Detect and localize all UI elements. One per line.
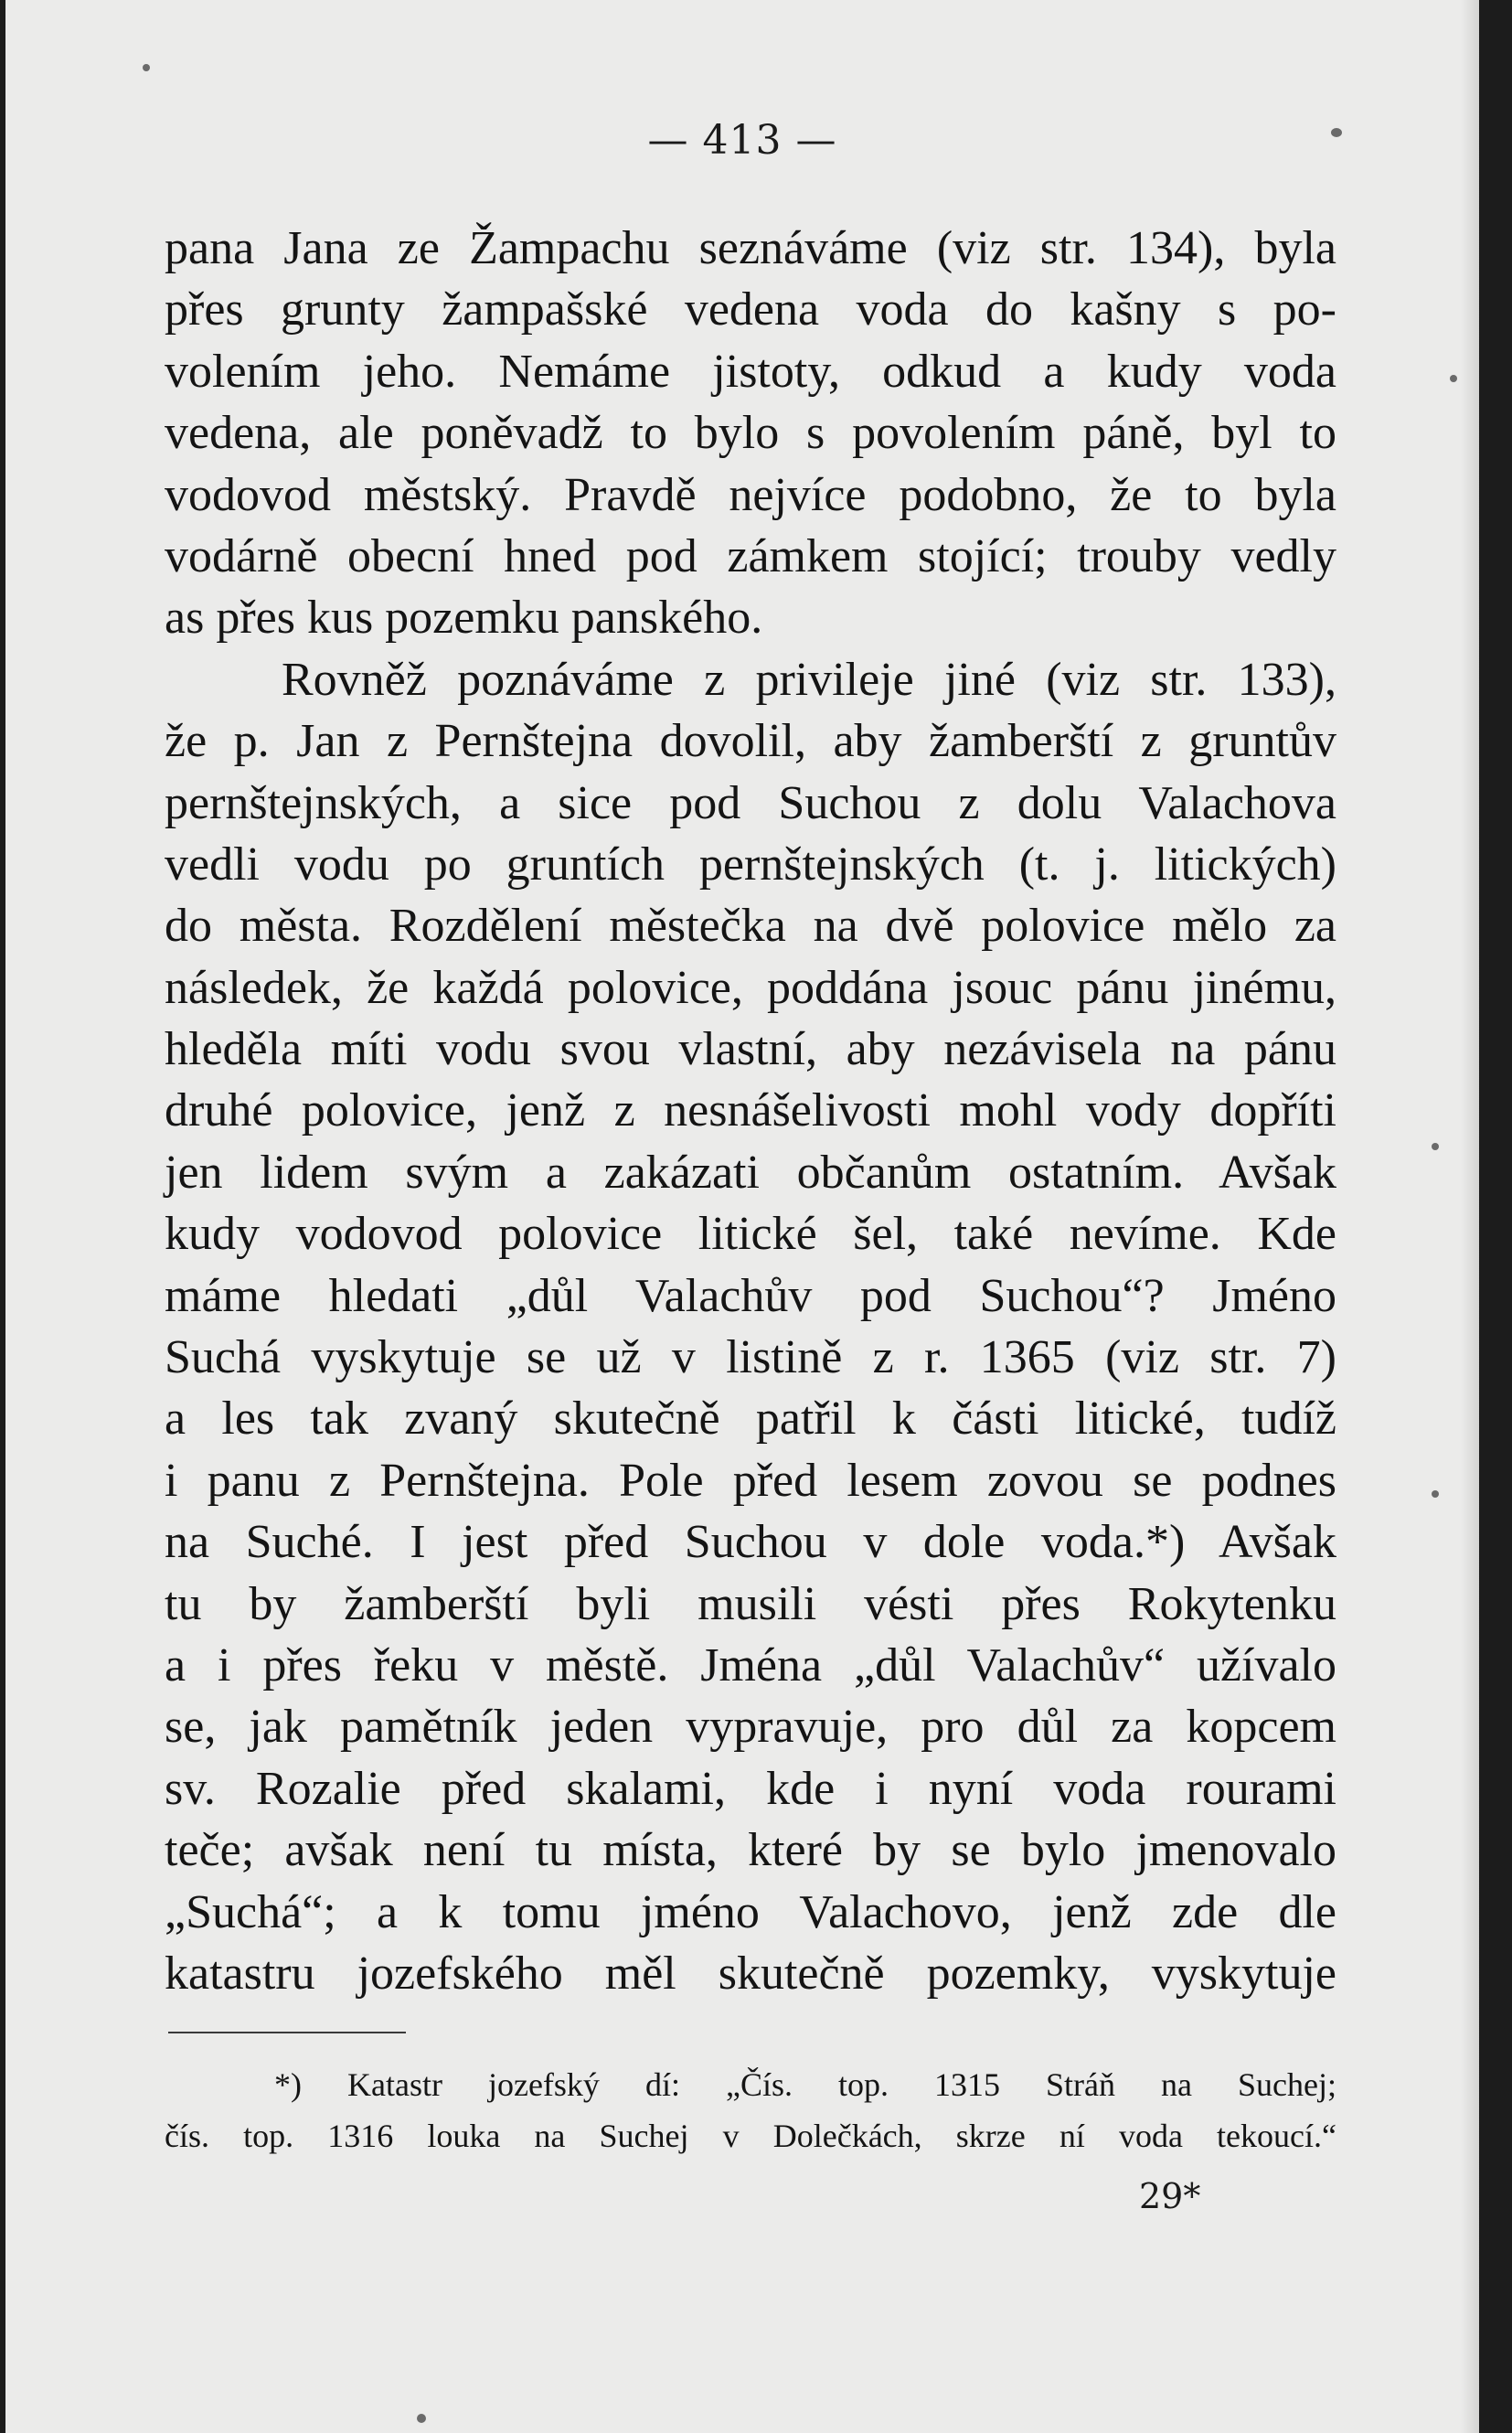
text-line: pana Jana ze Žampachu seznáváme (viz str. 134), byla <box>165 222 1336 274</box>
text-line: a i přes řeku v městě. Jména „důl Valachův“ užívalo <box>165 1638 1336 1691</box>
text-line: druhé polovice, jenž z nesnášelivosti mohl vody dopříti <box>165 1084 1336 1137</box>
text-line: teče; avšak není tu místa, které by se bylo jmenovalo <box>165 1824 1336 1877</box>
text-line: volením jeho. Nemáme jistoty, odkud a kudy voda <box>165 345 1336 398</box>
text-line: kudy vodovod polovice litické šel, také nevíme. Kde <box>165 1208 1336 1261</box>
scan-speck <box>417 2414 426 2423</box>
text-line: „Suchá“; a k tomu jméno Valachovo, jenž zde dle <box>165 1885 1336 1938</box>
text-line: vodárně obecní hned pod zámkem stojící; trouby vedly <box>165 529 1336 582</box>
text-line: Rovněž poznáváme z privileje jiné (viz str. 133), <box>282 653 1336 706</box>
text-line: pernštejnských, a sice pod Suchou z dolu Valachova <box>165 776 1336 829</box>
footnote-divider <box>168 2032 406 2033</box>
text-line: i panu z Pernštejna. Pole před lesem zovou se podnes <box>165 1454 1336 1507</box>
text-line: na Suché. I jest před Suchou v dole voda.*) Avšak <box>165 1516 1336 1569</box>
body-text <box>165 218 1336 2004</box>
text-line: hleděla míti vodu svou vlastní, aby nezávisela na pánu <box>165 1023 1336 1076</box>
page-edge-shadow <box>1461 0 1479 2433</box>
text-line: a les tak zvaný skutečně patřil k části litické, tudíž <box>165 1393 1336 1446</box>
text-line: přes grunty žampašské vedena voda do kašny s po- <box>165 283 1336 336</box>
text-line: tu by žamberští byli musili vésti přes Rokytenku <box>165 1577 1336 1630</box>
footnote-line: *) Katastr jozefský dí: „Čís. top. 1315 Stráň na Suchej; <box>274 2066 1336 2103</box>
text-line: se, jak pamětník jeden vypravuje, pro důl za kopcem <box>165 1701 1336 1754</box>
text-line: že p. Jan z Pernštejna dovolil, aby žamberští z gruntův <box>165 715 1336 768</box>
book-page <box>5 0 1479 2433</box>
text-line: do města. Rozdělení městečka na dvě polovice mělo za <box>165 900 1336 953</box>
text-line: máme hledati „důl Valachův pod Suchou“? Jméno <box>165 1269 1336 1322</box>
text-line: vedena, ale poněvadž to bylo s povolením páně, byl to <box>165 407 1336 460</box>
scan-speck <box>143 64 150 71</box>
text-line: vodovod městský. Pravdě nejvíce podobno, že to byla <box>165 468 1336 521</box>
scan-speck <box>1432 1143 1439 1150</box>
footnote-line: čís. top. 1316 louka na Suchej v Dolečkách, skrze ní voda tekoucí.“ <box>165 2118 1336 2154</box>
scan-speck <box>1331 128 1342 137</box>
footnotes <box>165 2059 1336 2161</box>
text-line: katastru jozefského měl skutečně pozemky, vyskytuje <box>165 1947 1336 2000</box>
text-line: Suchá vyskytuje se už v listině z r. 1365 (viz str. 7) <box>165 1331 1336 1384</box>
text-line: vedli vodu po gruntích pernštejnských (t. j. litických) <box>165 838 1336 891</box>
scan-speck <box>1432 1490 1439 1498</box>
printer-signature-mark: 29* <box>1139 2176 1201 2216</box>
text-line: as přes kus pozemku panského. <box>165 592 763 645</box>
scan-speck <box>1450 375 1457 382</box>
text-line: sv. Rozalie před skalami, kde i nyní voda rourami <box>165 1762 1336 1815</box>
text-line: jen lidem svým a zakázati občanům ostatním. Avšak <box>165 1146 1336 1199</box>
text-line: následek, že každá polovice, poddána jsouc pánu jinému, <box>165 961 1336 1014</box>
page-number: — 413 — <box>647 117 837 164</box>
